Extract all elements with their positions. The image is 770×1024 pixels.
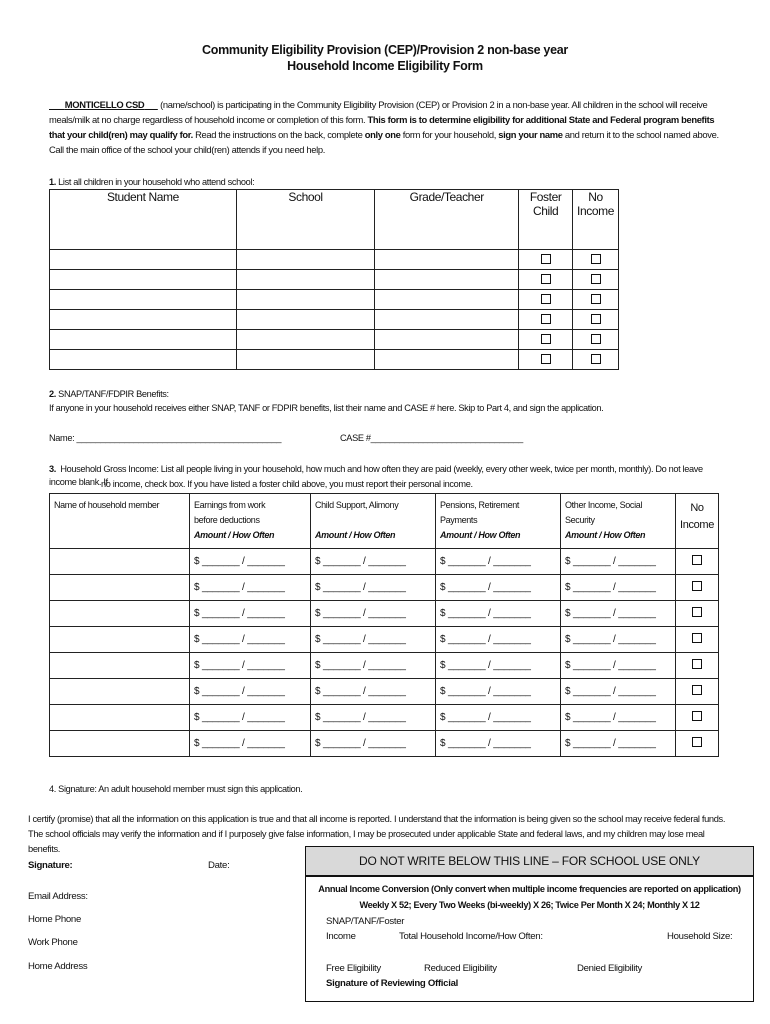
- date-label[interactable]: Date:: [208, 860, 230, 871]
- school-cell[interactable]: [236, 270, 374, 290]
- earnings-cell[interactable]: $ _______ / _______: [190, 627, 311, 653]
- student-name-cell[interactable]: [50, 290, 237, 310]
- foster-checkbox[interactable]: [541, 314, 551, 324]
- no-income-checkbox[interactable]: [692, 607, 702, 617]
- table-row: [50, 330, 619, 350]
- household-size-label: Household Size:: [667, 931, 733, 942]
- earnings-cell[interactable]: $ _______ / _______: [190, 575, 311, 601]
- col-no-income: No Income: [676, 494, 719, 549]
- signature-label[interactable]: Signature:: [28, 860, 73, 871]
- intro-bold-3: sign your name: [498, 129, 563, 140]
- section-1-label: 1. List all children in your household who attend school:: [49, 177, 255, 187]
- child-support-cell[interactable]: $ _______ / _______: [311, 601, 436, 627]
- school-use-box: [305, 875, 754, 1002]
- no-income-checkbox[interactable]: [692, 659, 702, 669]
- grade-cell[interactable]: [375, 290, 519, 310]
- table-row: [50, 601, 719, 627]
- no-income-checkbox[interactable]: [692, 633, 702, 643]
- title-line-2: Household Income Eligibility Form: [287, 59, 483, 73]
- pension-cell[interactable]: $ _______ / _______: [436, 601, 561, 627]
- snap-case-field[interactable]: CASE #________________________________: [340, 433, 523, 443]
- intro-bold-1: This form is to determine eligibility for additional State and Federal program benefits that your child(ren) may qualify for.: [49, 114, 715, 140]
- member-name-cell[interactable]: [50, 549, 190, 575]
- intro-paragraph: [49, 97, 719, 157]
- no-income-checkbox[interactable]: [692, 685, 702, 695]
- conversion-rates: Weekly X 52; Every Two Weeks (bi-weekly) X 26; Twice Per Month X 24; Monthly X 12: [359, 900, 700, 910]
- pension-cell[interactable]: $ _______ / _______: [436, 679, 561, 705]
- intro-text-4: and return it to the school named above. Call the main office of the school your child(ren) attends if you need help.: [49, 129, 719, 155]
- member-name-cell[interactable]: [50, 575, 190, 601]
- earnings-cell[interactable]: $ _______ / _______: [190, 705, 311, 731]
- snap-foster-label: SNAP/TANF/Foster: [326, 916, 405, 927]
- child-support-cell[interactable]: $ _______ / _______: [311, 575, 436, 601]
- school-use-banner: DO NOT WRITE BELOW THIS LINE – FOR SCHOOL USE ONLY: [305, 846, 754, 877]
- child-support-cell[interactable]: $ _______ / _______: [311, 705, 436, 731]
- total-income-label: Total Household Income/How Often:: [399, 931, 543, 942]
- member-name-cell[interactable]: [50, 679, 190, 705]
- foster-checkbox[interactable]: [541, 354, 551, 364]
- grade-cell[interactable]: [375, 270, 519, 290]
- no-income-checkbox[interactable]: [692, 711, 702, 721]
- col-other-income: Other Income, Social Security Amount / How Often: [561, 494, 676, 549]
- foster-checkbox[interactable]: [541, 254, 551, 264]
- table-row: [50, 731, 719, 757]
- col-foster-child: Foster Child: [519, 190, 573, 250]
- reduced-eligibility-label[interactable]: Reduced Eligibility: [424, 963, 497, 974]
- other-income-cell[interactable]: $ _______ / _______: [561, 575, 676, 601]
- certification-text: I certify (promise) that all the information on this application is true and that all income is reported. I understand that the information is being given so the school may receive federal funds. The school officials may verify the information and if I purposely give false information, I may be prosecuted under applicable State and federal laws, and my children may lose meal benefits.: [28, 814, 726, 854]
- table-row: [50, 290, 619, 310]
- income-table: [49, 493, 719, 757]
- student-name-cell[interactable]: [50, 270, 237, 290]
- child-support-cell[interactable]: $ _______ / _______: [311, 549, 436, 575]
- no-income-checkbox[interactable]: [591, 254, 601, 264]
- col-grade-teacher: Grade/Teacher: [375, 190, 519, 250]
- table-row: [50, 549, 719, 575]
- other-income-cell[interactable]: $ _______ / _______: [561, 653, 676, 679]
- other-income-cell[interactable]: $ _______ / _______: [561, 705, 676, 731]
- grade-cell[interactable]: [375, 350, 519, 370]
- section-3-label: 3. Household Gross Income: List all people living in your household, how much and how often they are paid (weekly, every other week, twice per month, monthly). Do not leave income blank. If: [49, 464, 703, 487]
- member-name-cell[interactable]: [50, 705, 190, 731]
- no-income-checkbox[interactable]: [692, 555, 702, 565]
- grade-cell[interactable]: [375, 250, 519, 270]
- table-row: [50, 310, 619, 330]
- other-income-cell[interactable]: $ _______ / _______: [561, 731, 676, 757]
- school-name: MONTICELLO CSD: [64, 99, 145, 110]
- other-income-cell[interactable]: $ _______ / _______: [561, 627, 676, 653]
- col-pensions: Pensions, Retirement Payments Amount / How Often: [436, 494, 561, 549]
- other-income-cell[interactable]: $ _______ / _______: [561, 679, 676, 705]
- col-student-name: Student Name: [50, 190, 237, 250]
- earnings-cell[interactable]: $ _______ / _______: [190, 679, 311, 705]
- no-income-checkbox[interactable]: [591, 274, 601, 284]
- pension-cell[interactable]: $ _______ / _______: [436, 627, 561, 653]
- foster-checkbox[interactable]: [541, 274, 551, 284]
- intro-text-2: Read the instructions on the back, complete: [195, 129, 363, 140]
- table-row: [50, 627, 719, 653]
- pension-cell[interactable]: $ _______ / _______: [436, 575, 561, 601]
- snap-name-field[interactable]: Name: ___________________________________________: [49, 433, 282, 443]
- col-school: School: [236, 190, 374, 250]
- section-2-label: 2. SNAP/TANF/FDPIR Benefits:: [49, 389, 169, 399]
- col-earnings: Earnings from work before deductions Amount / How Often: [190, 494, 311, 549]
- denied-eligibility-label[interactable]: Denied Eligibility: [577, 963, 642, 974]
- section-4-label: 4. Signature: An adult household member must sign this application.: [49, 784, 303, 794]
- other-income-cell[interactable]: $ _______ / _______: [561, 601, 676, 627]
- intro-text-3: form for your household,: [402, 129, 496, 140]
- work-phone-label[interactable]: Work Phone: [28, 937, 78, 948]
- school-cell[interactable]: [236, 330, 374, 350]
- child-support-cell[interactable]: $ _______ / _______: [311, 627, 436, 653]
- other-income-cell[interactable]: $ _______ / _______: [561, 549, 676, 575]
- earnings-cell[interactable]: $ _______ / _______: [190, 653, 311, 679]
- no-income-checkbox[interactable]: [591, 354, 601, 364]
- table-row: [50, 250, 619, 270]
- grade-cell[interactable]: [375, 310, 519, 330]
- member-name-cell[interactable]: [50, 653, 190, 679]
- pension-cell[interactable]: $ _______ / _______: [436, 731, 561, 757]
- school-cell[interactable]: [236, 310, 374, 330]
- earnings-cell[interactable]: $ _______ / _______: [190, 731, 311, 757]
- email-label[interactable]: Email Address:: [28, 891, 88, 902]
- table-row: [50, 270, 619, 290]
- student-name-cell[interactable]: [50, 350, 237, 370]
- school-cell[interactable]: [236, 290, 374, 310]
- intro-text-1: (name/school) is participating in the Community Eligibility Provision (CEP) or Provision 2 in a non-base year. All children in the school will receive meals/milk at no charge regardless of household income or completion of this form.: [49, 99, 708, 125]
- children-table: [49, 189, 619, 370]
- section-2-text: If anyone in your household receives either SNAP, TANF or FDPIR benefits, list their name and CASE # here. Skip to Part 4, and sign the application.: [49, 403, 604, 413]
- reviewer-signature-label[interactable]: Signature of Reviewing Official: [326, 978, 458, 989]
- no-income-checkbox[interactable]: [692, 581, 702, 591]
- child-support-cell[interactable]: $ _______ / _______: [311, 653, 436, 679]
- table-row: [50, 653, 719, 679]
- table-row: [50, 575, 719, 601]
- home-phone-label[interactable]: Home Phone: [28, 914, 81, 925]
- earnings-cell[interactable]: $ _______ / _______: [190, 601, 311, 627]
- section-3-label-2: no income, check box. If you have listed a foster child above, you must report their personal income.: [101, 479, 473, 489]
- conversion-title: Annual Income Conversion (Only convert when multiple income frequencies are reported on application): [318, 884, 741, 894]
- foster-checkbox[interactable]: [541, 294, 551, 304]
- pension-cell[interactable]: $ _______ / _______: [436, 653, 561, 679]
- snap-income-label: Income: [326, 931, 356, 942]
- pension-cell[interactable]: $ _______ / _______: [436, 549, 561, 575]
- earnings-cell[interactable]: $ _______ / _______: [190, 549, 311, 575]
- student-name-cell[interactable]: [50, 250, 237, 270]
- no-income-checkbox[interactable]: [692, 737, 702, 747]
- home-address-label[interactable]: Home Address: [28, 961, 88, 972]
- school-cell[interactable]: [236, 250, 374, 270]
- pension-cell[interactable]: $ _______ / _______: [436, 705, 561, 731]
- no-income-checkbox[interactable]: [591, 314, 601, 324]
- foster-checkbox[interactable]: [541, 334, 551, 344]
- member-name-cell[interactable]: [50, 731, 190, 757]
- child-support-cell[interactable]: $ _______ / _______: [311, 679, 436, 705]
- free-eligibility-label[interactable]: Free Eligibility: [326, 963, 381, 974]
- member-name-cell[interactable]: [50, 601, 190, 627]
- no-income-checkbox[interactable]: [591, 294, 601, 304]
- no-income-checkbox[interactable]: [591, 334, 601, 344]
- table-row: [50, 350, 619, 370]
- school-cell[interactable]: [236, 350, 374, 370]
- child-support-cell[interactable]: $ _______ / _______: [311, 731, 436, 757]
- col-child-support: Child Support, Alimony Amount / How Often: [311, 494, 436, 549]
- student-name-cell[interactable]: [50, 310, 237, 330]
- student-name-cell[interactable]: [50, 330, 237, 350]
- table-row: [50, 705, 719, 731]
- col-no-income: No Income: [573, 190, 619, 250]
- intro-bold-2: only one: [364, 129, 401, 140]
- title-line-1: Community Eligibility Provision (CEP)/Provision 2 non-base year: [202, 43, 568, 57]
- table-row: [50, 679, 719, 705]
- grade-cell[interactable]: [375, 330, 519, 350]
- col-household-member: Name of household member: [50, 494, 190, 549]
- member-name-cell[interactable]: [50, 627, 190, 653]
